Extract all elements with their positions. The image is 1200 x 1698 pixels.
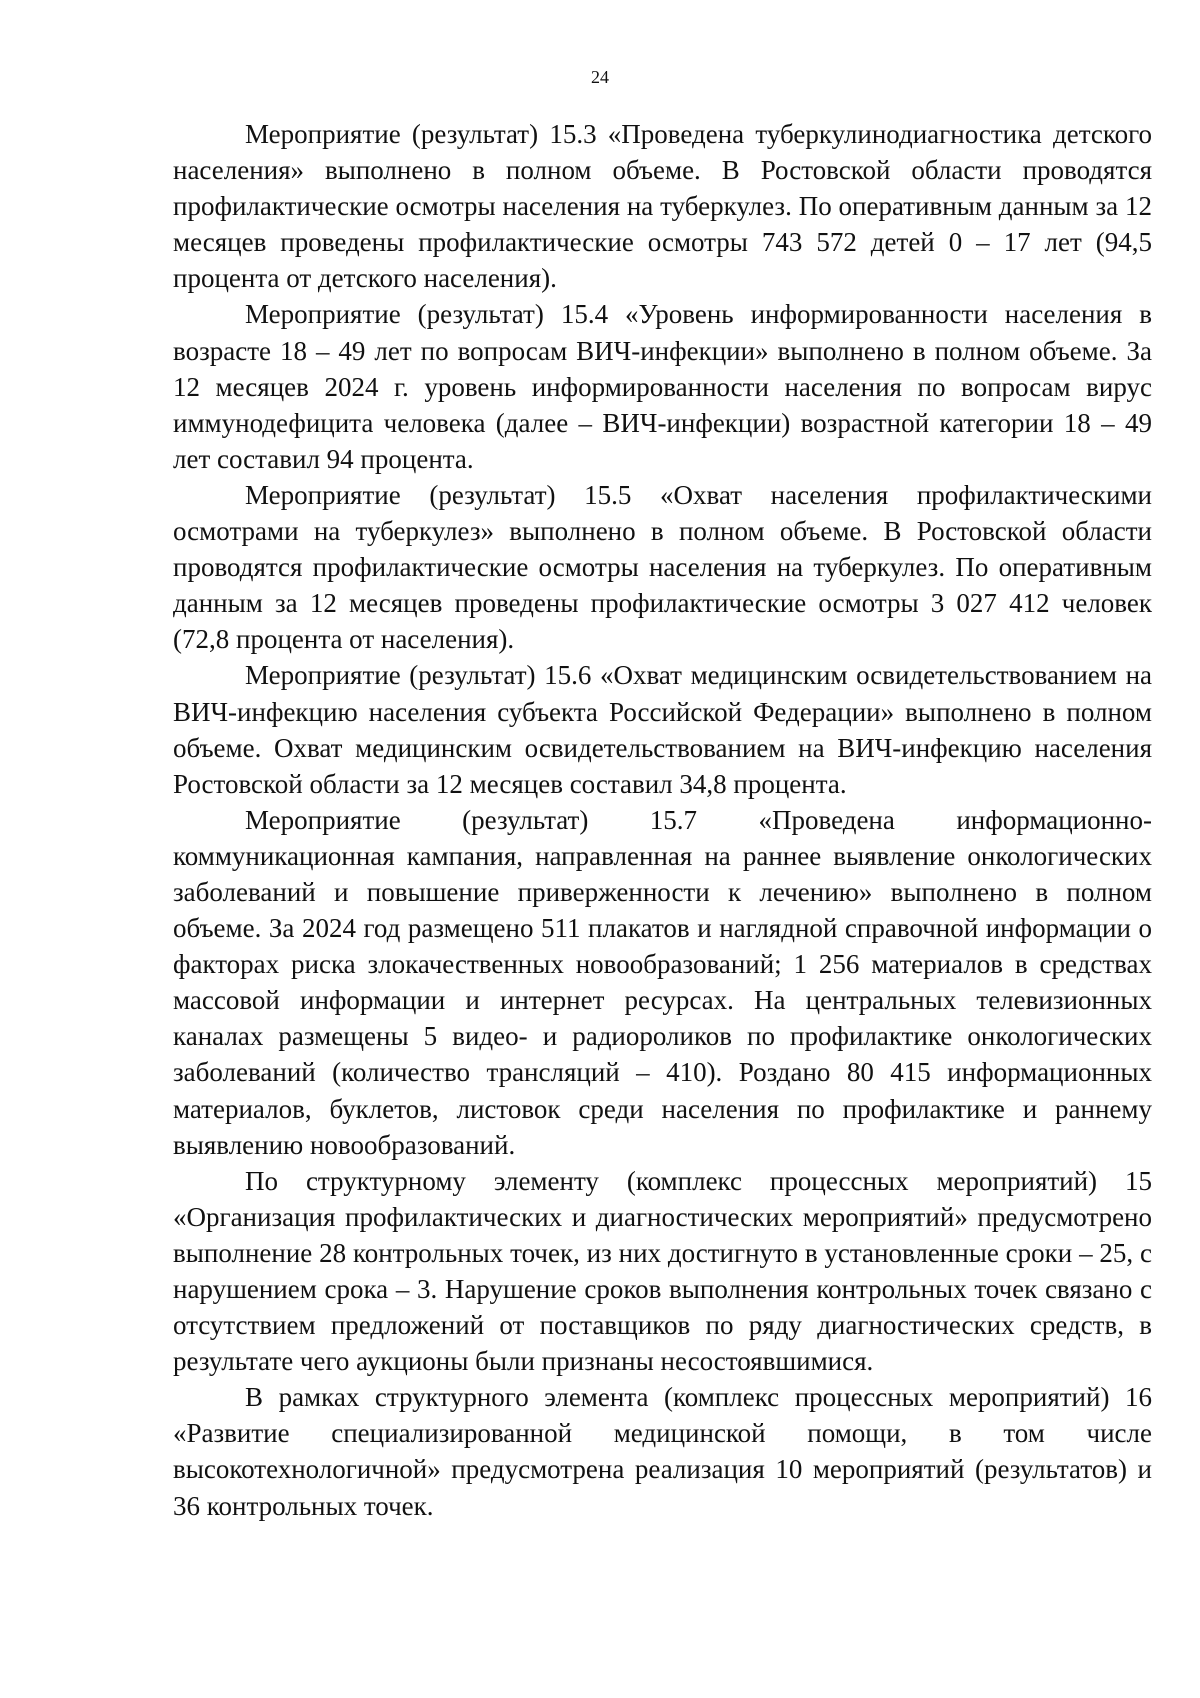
paragraph-element-15-summary: По структурному элементу (комплекс процессных мероприятий) 15 «Организация профилактических и диагностических мероприятий» предусмотрено выполнение 28 контрольных точек, из них достигнуто в установленные сроки – 25, с нарушением срока – 3. Нарушение сроков выполнения контрольных точек связано с отсутствием предложений от поставщиков по ряду диагностических средств, в результате чего аукционы были признаны несостоявшимися.	[173, 1165, 1152, 1377]
paragraph-event-15-7: Мероприятие (результат) 15.7 «Проведена информационно-коммуникационная кампания, направленная на раннее выявление онкологических заболеваний и повышение приверженности к лечению» выполнено в полном объеме. За 2024 год размещено 511 плакатов и наглядной справочной информации о факторах риска злокачественных новообразований; 1 256 материалов в средствах массовой информации и интернет ресурсах. На центральных телевизионных каналах размещены 5 видео- и радиороликов по профилактике онкологических заболеваний (количество трансляций – 410). Роздано 80 415 информационных материалов, буклетов, листовок среди населения по профилактике и раннему выявлению новообразований.	[173, 804, 1152, 1160]
paragraph-event-15-3: Мероприятие (результат) 15.3 «Проведена туберкулинодиагностика детского населения» выполнено в полном объеме. В Ростовской области проводятся профилактические осмотры населения на туберкулез. По оперативным данным за 12 месяцев проведены профилактические осмотры 743 572 детей 0 – 17 лет (94,5 процента от детского населения).	[173, 119, 1152, 294]
paragraph-event-15-6: Мероприятие (результат) 15.6 «Охват медицинским освидетельствованием на ВИЧ-инфекцию населения субъекта Российской Федерации» выполнено в полном объеме. Охват медицинским освидетельствованием на ВИЧ-инфекцию населения Ростовской области за 12 месяцев составил 34,8 процента.	[173, 660, 1152, 799]
paragraph-event-15-5: Мероприятие (результат) 15.5 «Охват населения профилактическими осмотрами на туберкулез» выполнено в полном объеме. В Ростовской области проводятся профилактические осмотры населения на туберкулез. По оперативным данным за 12 месяцев проведены профилактические осмотры 3 027 412 человек (72,8 процента от населения).	[173, 479, 1152, 655]
document-body	[173, 116, 1152, 1524]
page-number: 24	[591, 67, 609, 87]
paragraph-element-16-summary: В рамках структурного элемента (комплекс процессных мероприятий) 16 «Развитие специализированной медицинской помощи, в том числе высокотехнологичной» предусмотрена реализация 10 мероприятий (результатов) и 36 контрольных точек.	[173, 1382, 1152, 1521]
paragraph-event-15-4: Мероприятие (результат) 15.4 «Уровень информированности населения в возрасте 18 – 49 лет по вопросам ВИЧ-инфекции» выполнено в полном объеме. За 12 месяцев 2024 г. уровень информированности населения по вопросам вирус иммунодефицита человека (далее – ВИЧ-инфекции) возрастной категории 18 – 49 лет составил 94 процента.	[173, 299, 1152, 474]
